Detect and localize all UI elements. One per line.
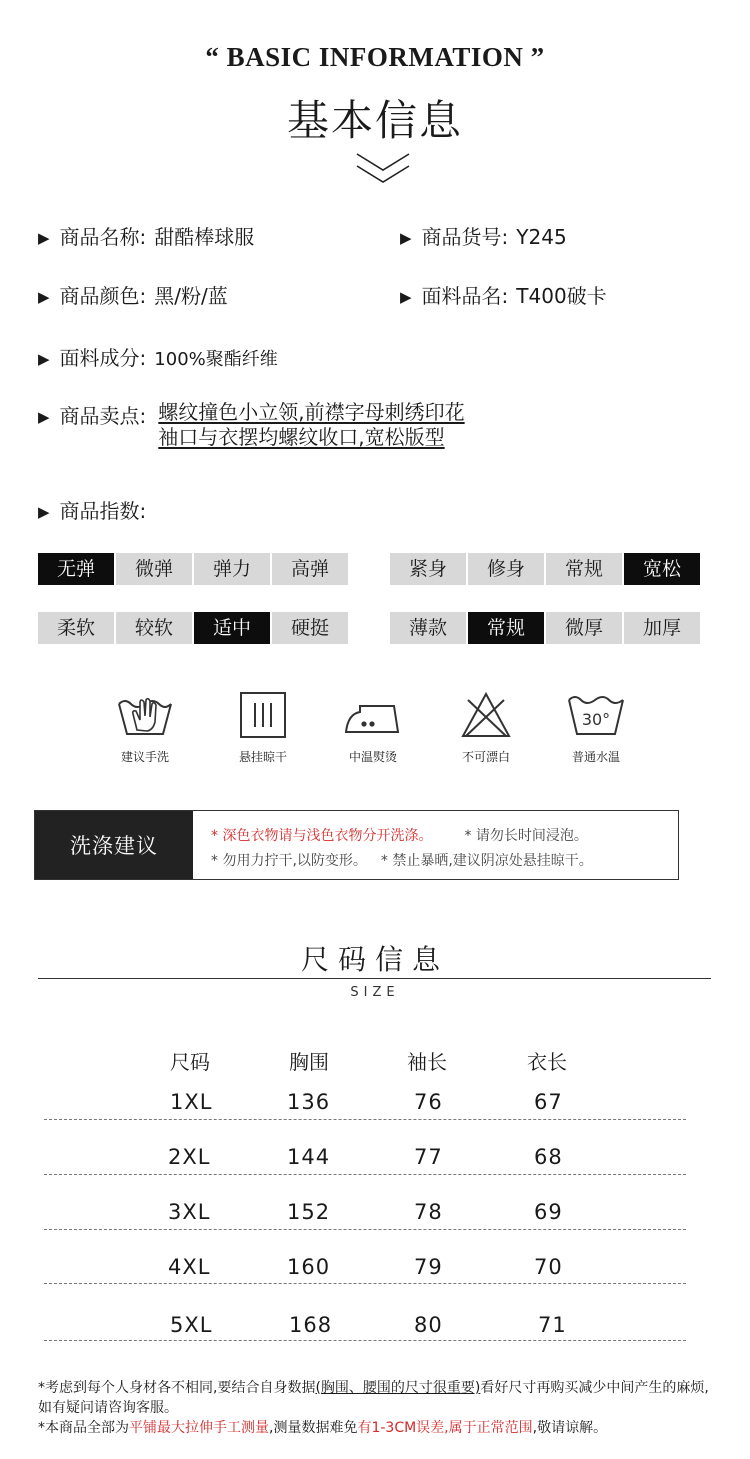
water-temp-value: 30°: [581, 710, 611, 729]
no-bleach-icon: [460, 690, 512, 740]
row-divider: [44, 1340, 686, 1341]
sleeve-cell: 79: [414, 1255, 443, 1279]
note-2-part-e: ,敬请谅解。: [532, 1420, 608, 1436]
elasticity-scale: [38, 553, 348, 585]
length-cell: 67: [534, 1090, 563, 1114]
triangle-bullet-icon: ▶: [38, 288, 50, 306]
fabric-name-row: [400, 280, 607, 309]
composition-row: [38, 342, 278, 371]
chip-fit-0: 紧身: [390, 553, 466, 585]
double-chevron-down-icon: [355, 152, 411, 186]
chip-softness-0: 柔软: [38, 612, 114, 644]
chip-elasticity-1: 微弹: [116, 553, 192, 585]
chest-cell: 152: [287, 1200, 331, 1224]
composition-value: 100%聚酯纤维: [154, 349, 278, 370]
chest-cell: 136: [287, 1090, 331, 1114]
size-note-1: [38, 1378, 718, 1418]
fabric-name-value: T400破卡: [516, 284, 607, 308]
length-cell: 69: [534, 1200, 563, 1224]
note-1-part-c: 看好尺寸再购买减少中间产生的麻烦,如有疑问请咨询客服。: [38, 1380, 709, 1416]
row-divider: [44, 1119, 686, 1120]
size-header-chest: 胸围: [289, 1050, 329, 1074]
wash-advice-title: 洗涤建议: [35, 811, 193, 879]
care-hang-dry: [208, 690, 318, 765]
wash-tip-3: * 勿用力拧干,以防变形。: [211, 853, 367, 869]
chip-fit-3: 宽松: [624, 553, 700, 585]
size-header-sleeve: 袖长: [407, 1050, 447, 1074]
iron-icon: [342, 690, 404, 740]
care-hand-wash: [90, 690, 200, 765]
hang-dry-label: 悬挂晾干: [238, 750, 287, 764]
product-color-label: 商品颜色:: [59, 284, 147, 308]
chip-softness-3: 硬挺: [272, 612, 348, 644]
hand-wash-label: 建议手洗: [120, 750, 169, 764]
sleeve-cell: 80: [414, 1313, 443, 1337]
hand-wash-icon: [115, 690, 175, 740]
selling-points-row: [38, 400, 465, 450]
water-temp-icon: [565, 690, 627, 740]
no-bleach-label: 不可漂白: [461, 750, 510, 764]
product-sku-value: Y245: [516, 225, 567, 249]
note-1-part-a: *考虑到每个人身材各不相同,要结合自身数据: [38, 1380, 316, 1396]
composition-label: 面料成分:: [59, 346, 147, 370]
note-2-part-c: ,测量数据难免: [269, 1420, 358, 1436]
triangle-bullet-icon: ▶: [38, 503, 50, 521]
care-iron: [318, 690, 428, 765]
sleeve-cell: 77: [414, 1145, 443, 1169]
size-cell: 4XL: [168, 1255, 211, 1279]
care-no-bleach: [431, 690, 541, 765]
triangle-bullet-icon: ▶: [38, 350, 50, 368]
iron-label: 中温熨烫: [348, 750, 397, 764]
product-name-value: 甜酷棒球服: [154, 225, 255, 249]
row-divider: [44, 1283, 686, 1284]
wash-tip-1: * 深色衣物请与浅色衣物分开洗涤。: [211, 828, 433, 844]
product-color-value: 黑/粉/蓝: [154, 284, 228, 308]
triangle-bullet-icon: ▶: [38, 229, 50, 247]
row-divider: [44, 1174, 686, 1175]
size-cell: 5XL: [170, 1313, 213, 1337]
product-sku-label: 商品货号:: [421, 225, 509, 249]
length-cell: 68: [534, 1145, 563, 1169]
selling-point-line-1: 螺纹撞色小立领,前襟字母刺绣印花: [158, 400, 465, 424]
care-water-temp: [541, 690, 651, 765]
hang-dry-icon: [238, 690, 288, 740]
triangle-bullet-icon: ▶: [400, 229, 412, 247]
product-name-label: 商品名称:: [59, 225, 147, 249]
selling-points-label: 商品卖点:: [59, 404, 147, 428]
chip-elasticity-0: 无弹: [38, 553, 114, 585]
chinese-title: 基本信息: [286, 96, 463, 145]
wash-advice-box: [34, 810, 679, 880]
chest-cell: 168: [289, 1313, 333, 1337]
chip-thickness-1: 常规: [468, 612, 544, 644]
chip-softness-2: 适中: [194, 612, 270, 644]
triangle-bullet-icon: ▶: [38, 408, 50, 426]
length-cell: 71: [538, 1313, 567, 1337]
wash-tip-4: * 禁止暴晒,建议阴凉处悬挂晾干。: [380, 853, 593, 869]
size-cell: 1XL: [170, 1090, 213, 1114]
english-title: “ BASIC INFORMATION ”: [205, 42, 545, 72]
fit-scale: [390, 553, 700, 585]
sleeve-cell: 76: [414, 1090, 443, 1114]
softness-scale: [38, 612, 348, 644]
sleeve-cell: 78: [414, 1200, 443, 1224]
chest-cell: 144: [287, 1145, 331, 1169]
triangle-bullet-icon: ▶: [400, 288, 412, 306]
size-title-divider: [38, 978, 711, 979]
row-divider: [44, 1229, 686, 1230]
chest-cell: 160: [287, 1255, 331, 1279]
product-sku-row: [400, 221, 567, 250]
size-cell: 2XL: [168, 1145, 211, 1169]
index-label: 商品指数:: [59, 499, 147, 523]
chip-elasticity-3: 高弹: [272, 553, 348, 585]
chip-fit-1: 修身: [468, 553, 544, 585]
chip-thickness-2: 微厚: [546, 612, 622, 644]
size-note-2: [38, 1418, 718, 1438]
wash-tip-2: * 请勿长时间浸泡。: [464, 828, 588, 844]
size-section-subtitle: SIZE: [350, 985, 400, 1000]
index-row: [38, 495, 146, 524]
size-cell: 3XL: [168, 1200, 211, 1224]
fabric-name-label: 面料品名:: [421, 284, 509, 308]
chip-thickness-3: 加厚: [624, 612, 700, 644]
chip-softness-1: 较软: [116, 612, 192, 644]
note-2-part-d: 有1-3CM误差,属于正常范围: [357, 1420, 533, 1436]
size-header-length: 衣长: [527, 1050, 567, 1074]
size-header-size: 尺码: [170, 1050, 210, 1074]
length-cell: 70: [534, 1255, 563, 1279]
chip-thickness-0: 薄款: [390, 612, 466, 644]
thickness-scale: [390, 612, 700, 644]
size-section-title: 尺码信息: [300, 943, 449, 976]
water-temp-label: 普通水温: [571, 750, 620, 764]
chip-elasticity-2: 弹力: [194, 553, 270, 585]
note-2-part-a: *本商品全部为: [38, 1420, 129, 1436]
product-name-row: [38, 221, 254, 250]
note-1-part-b: (胸围、腰围的尺寸很重要): [315, 1380, 481, 1396]
chip-fit-2: 常规: [546, 553, 622, 585]
note-2-part-b: 平铺最大拉伸手工测量: [129, 1420, 269, 1436]
selling-point-line-2: 袖口与衣摆均螺纹收口,宽松版型: [158, 425, 445, 449]
product-color-row: [38, 280, 228, 309]
